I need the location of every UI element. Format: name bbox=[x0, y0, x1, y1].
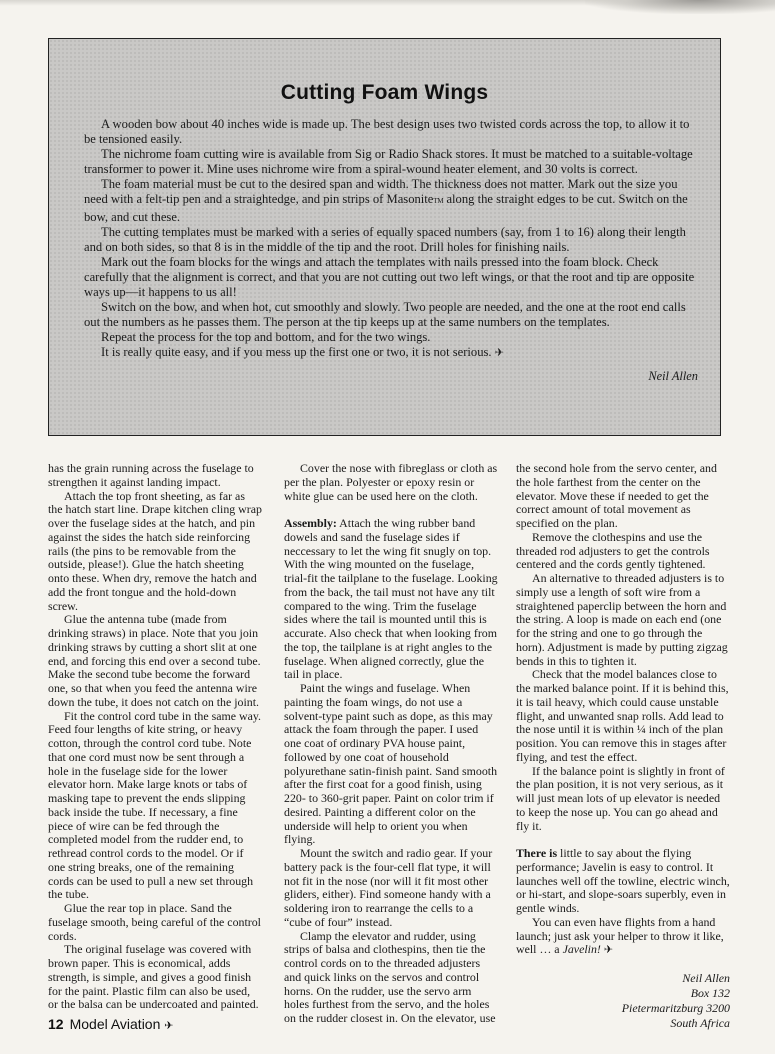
sidebar-body bbox=[84, 117, 704, 361]
body-text: You can even have flights from a hand launch; just ask your helper to throw it like, well … a bbox=[516, 914, 724, 957]
body-paragraph: Mount the switch and radio gear. If your battery pack is the four-cell flat type, it will not fit in the nose (nor will it fit most other gliders, either). Find someone handy with a soldering iron to rearrange the cells to a “cube of four” instead. bbox=[284, 846, 493, 929]
body-paragraph: Glue the rear top in place. Sand the fuselage smooth, being careful of the control cords. bbox=[48, 901, 261, 943]
signature-line: Box 132 bbox=[690, 986, 730, 1000]
signature-line: Neil Allen bbox=[682, 971, 730, 985]
sidebar-paragraph: Switch on the bow, and when hot, cut smoothly and slowly. Two people are needed, and the one at the root end calls out the numbers as he passes them. The person at the tip keeps up at the same numbers on the templates. bbox=[84, 300, 686, 330]
body-paragraph: Clamp the elevator and rudder, using strips of balsa and clothespins, then tie the control cords on to the threaded adjusters and quick links on the servos and control horns. On the rudder, use the servo arm holes furthest from the servo, and the holes on the rudder closest in. On the elevator, use bbox=[284, 928, 496, 1025]
sidebar-paragraph: A wooden bow about 40 inches wide is made up. The best design uses two twisted cords across the top, to allow it to be tensioned easily. bbox=[84, 117, 690, 147]
body-paragraph: An alternative to threaded adjusters is to simply use a length of soft wire from a straightened paperclip between the horn and the string. A loop is made on each end (one for the string and one to go through the horn). Adjustment is made by putting zigzag bends in this to tighten it. bbox=[516, 571, 728, 668]
airplane-icon: ✈ bbox=[164, 1019, 174, 1032]
sidebar-text: The foam material must be cut to the desired span and width. The thickness does not matter. Mark out the size you need with a felt-tip pen and a straightedge, and pin strips of Masonite bbox=[84, 177, 678, 207]
airplane-icon: ✈ bbox=[494, 346, 504, 360]
body-paragraph: Glue the antenna tube (made from drinking straws) in place. Note that you join drinking straws by cutting a short slit at one end, and forcing this end over a second tube. Make the second tube become the forward one, so that when you feed the antenna wire down the tube, it does not catch on the joint. bbox=[48, 612, 261, 709]
column-3 bbox=[516, 462, 730, 1031]
sidebar-paragraph: Repeat the process for the top and bottom, and for the two wings. bbox=[101, 330, 431, 345]
sidebar-box bbox=[48, 38, 721, 436]
body-paragraph: Paint the wings and fuselage. When painting the foam wings, do not use a solvent-type paint such as dope, as this may attack the foam through the paper. I used one coat of ordinary PVA house paint, followed by one coat of household polyurethane satin-finish paint. Sand smooth after the first coat for a good finish, using 220- to 360-grit paper. Paint on color trim if desired. Painting a different color on the underside will help to orient you when flying. bbox=[284, 681, 498, 847]
section-heading-flying: There is bbox=[516, 846, 558, 860]
body-paragraph: Attach the top front sheeting, as far as the hatch start line. Drape kitchen cling wrap over the fuselage sides at the hatch, and pin against the sides the hatch side reinforcing rails (the pins to be removable from the outside, please!). Glue the hatch sheeting onto these. When dry, remove the hatch and add the front tongue and the hold-down screw. bbox=[48, 488, 262, 613]
sidebar-text: along the straight edges to be cut. Switch on the bow, and cut these. bbox=[84, 192, 688, 224]
body-text: little to say about the flying performance; Javelin is easy to control. It launches well off the towline, electric winch, or hi-start, and slope-soars superbly, even in gentle winds. bbox=[516, 846, 730, 915]
body-paragraph: Remove the clothespins and use the threaded rod adjusters to get the controls centered and the cords gently tightened. bbox=[516, 529, 710, 572]
airplane-icon: ✈ bbox=[603, 943, 614, 957]
sidebar-paragraph: The nichrome foam cutting wire is available from Sig or Radio Shack stores. It must be matched to a suitable-voltage transformer to power it. Mine uses nichrome wire from a spiral-wound heater element, and 30 volts is correct. bbox=[84, 147, 693, 177]
body-paragraph: Fit the control cord tube in the same way. Feed four lengths of kite string, or heavy cotton, through the control cord tube. Note that one cord must now be sent through a hole in the fuselage side for the lower elevator horn. Make large knots or tabs of masking tape to prevent the ends slipping back inside the tube. If necessary, a fine piece of wire can be fed through the completed model from the rudder end, to rethread control cords to the model. Or if one string breaks, one of the remaining cords can be used to pull a new set through the tube. bbox=[48, 708, 262, 902]
sidebar-paragraph bbox=[84, 345, 704, 360]
section-heading-assembly: Assembly: bbox=[284, 516, 337, 530]
author-signature bbox=[516, 971, 730, 1031]
body-paragraph bbox=[516, 847, 730, 916]
page-number: 12 bbox=[48, 1016, 64, 1032]
body-text: Attach the wing rubber band dowels and sand the fuselage sides if neccessary to let the wing fit snugly on top. With the wing mounted on the fuselage, trial-fit the tailplane to the fuselage. Looking from the back, the tail must not have any tilt compared to the wing. Trim the fuselage sides where the tail is mounted until this is accurate. Also check that when looking from the top, the tailplane is at right angles to the fuselage. When aligned correctly, glue the tail in place. bbox=[284, 516, 498, 682]
signature-line: Pietermaritzburg 3200 bbox=[621, 1001, 730, 1015]
body-paragraph bbox=[284, 517, 498, 682]
column-2 bbox=[284, 462, 498, 1026]
sidebar-text: It is really quite easy, and if you mess up the first one or two, it is not serious. bbox=[101, 345, 492, 360]
sidebar-title: Cutting Foam Wings bbox=[280, 81, 489, 104]
body-paragraph: Check that the model balances close to the marked balance point. If it is behind this, it is tail heavy, which could cause unstable flight, and unwanted snap rolls. Add lead to the nose until it is within ¼ inch of the plan position. You can remove this in stages after flying, and test the effect. bbox=[516, 667, 729, 764]
sidebar-paragraph bbox=[84, 177, 704, 224]
signature-line: South Africa bbox=[670, 1016, 730, 1030]
javelin-name: Javelin! bbox=[562, 942, 601, 957]
trademark-mark: TM bbox=[433, 197, 444, 206]
page-footer bbox=[48, 1016, 174, 1032]
body-paragraph: the second hole from the servo center, and the hole farthest from the center on the elevator. Move these if needed to get the correct amount of total movement as specified on the plan. bbox=[516, 461, 717, 530]
sidebar-paragraph: Mark out the foam blocks for the wings and attach the templates with nails pressed into the foam block. Check carefully that the alignment is correct, and that you are not cutting out two left wings, or that the root and tip are opposite ways up—it happens to us all! bbox=[84, 254, 695, 300]
column-1 bbox=[48, 462, 262, 1012]
sidebar-signature: Neil Allen bbox=[648, 369, 698, 383]
body-paragraph: The original fuselage was covered with brown paper. This is economical, adds strength, is simple, and gives a good finish for the paint. Plastic film can also be used, or the balsa can be undercoated and painted. bbox=[48, 942, 259, 1012]
sidebar-paragraph: The cutting templates must be marked with a series of equally spaced numbers (say, from 1 to 16) along their length and on both sides, so that 8 is in the middle of the tip and the root. Drill holes for finishing nails. bbox=[84, 224, 686, 254]
body-paragraph: has the grain running across the fuselage to strengthen it against landing impact. bbox=[48, 461, 254, 489]
binder-shadow bbox=[585, 0, 775, 14]
publication-name: Model Aviation bbox=[69, 1016, 161, 1032]
body-paragraph bbox=[516, 916, 730, 957]
body-paragraph: If the balance point is slightly in front of the plan position, it is not very serious, as it will just mean lots of up elevator is needed to keep the nose up. You can go ahead and fly it. bbox=[516, 763, 725, 833]
body-paragraph: Cover the nose with fibreglass or cloth as per the plan. Polyester or epoxy resin or white glue can be used here on the cloth. bbox=[284, 461, 498, 503]
